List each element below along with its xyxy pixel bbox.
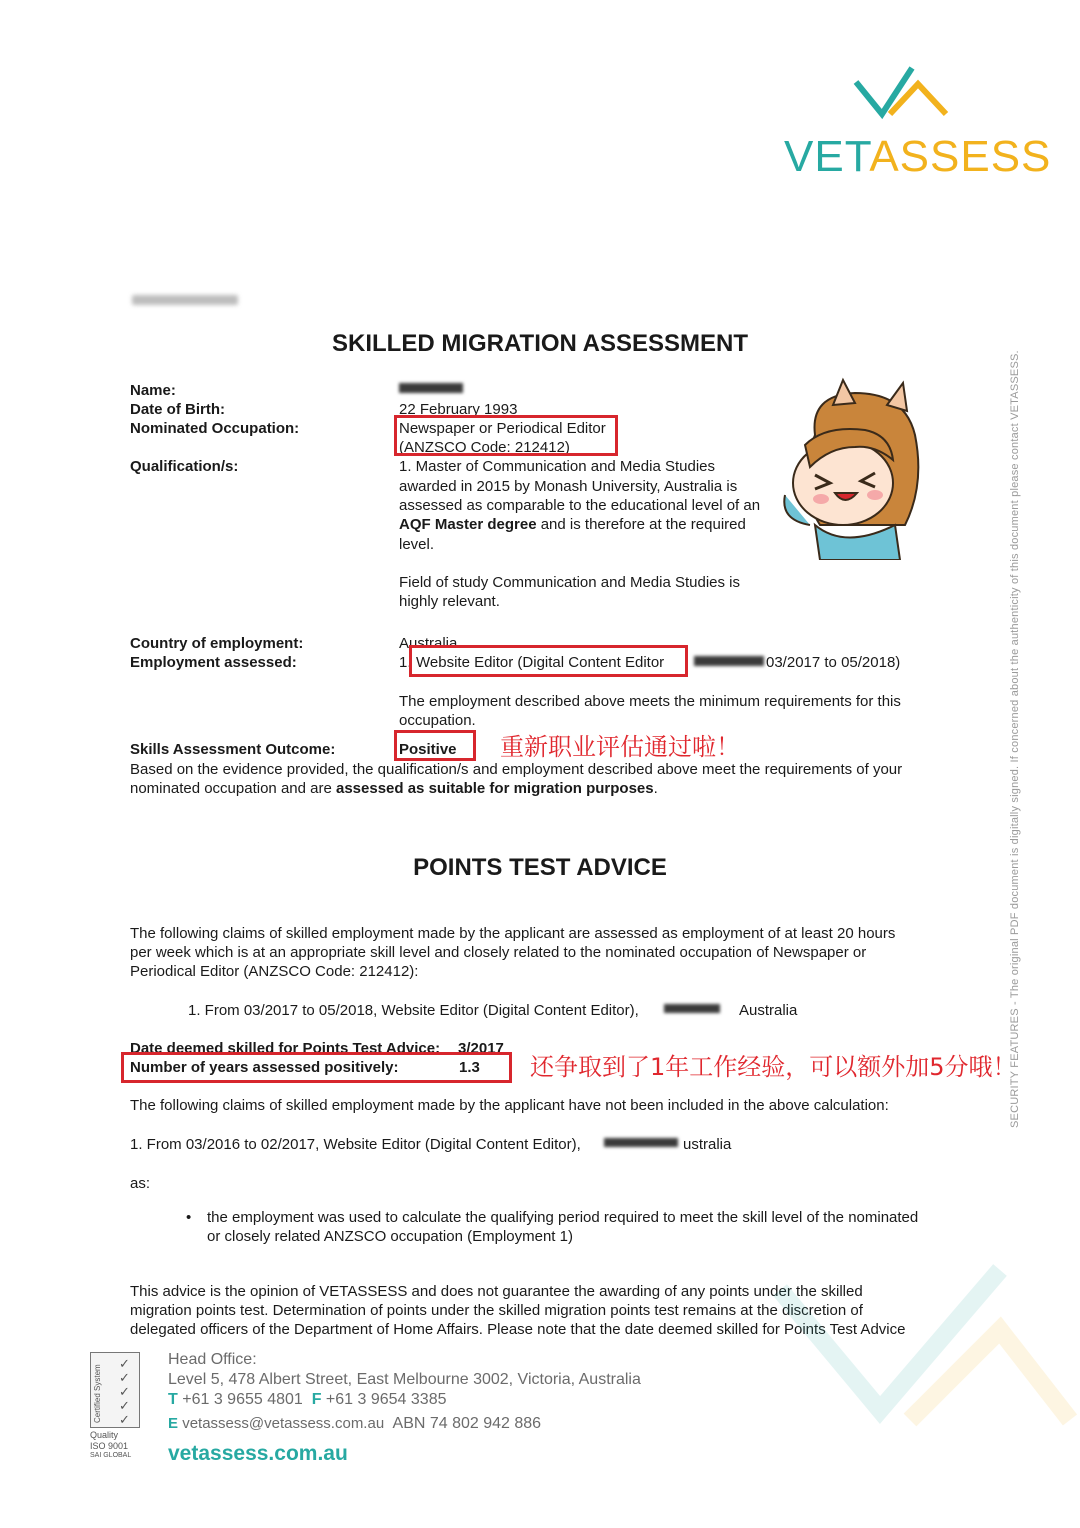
points-intro-1: The following claims of skilled employment made by the applicant are assessed as employment of at least 20 hours (130, 925, 896, 942)
claim-1-country: Australia (739, 1002, 798, 1019)
qual-line-3: assessed as comparable to the educational level of an (399, 497, 761, 514)
disclaimer-2: migration points test. Determination of points under the skilled migration points test remains at the discretion of (130, 1302, 863, 1319)
occupation-code: (ANZSCO Code: 212412) (399, 439, 570, 456)
excluded-claim-1-country: ustralia (683, 1136, 732, 1153)
outcome-highlight-box (394, 730, 476, 761)
outcome-text-2-bold: assessed as suitable for migration purposes (335, 780, 654, 797)
disclaimer-3: delegated officers of the Department of Home Affairs. Please note that the date deemed skilled for Points Test Advice (130, 1321, 906, 1338)
email-key: E (168, 1415, 179, 1432)
points-intro-2: per week which is at an appropriate skill level and closely related to the nominated occupation of Newspaper or (130, 944, 867, 961)
tel-value[interactable]: +61 3 9655 4801 (182, 1391, 303, 1408)
employment-role: Website Editor (Digital Content Editor (416, 654, 665, 671)
claim-1: 1. From 03/2017 to 05/2018, Website Editor (Digital Content Editor), (188, 1002, 639, 1019)
outcome-text-2-post: . (653, 780, 658, 797)
aqf-master-degree: AQF Master degree (399, 516, 537, 533)
qual-line-1: 1. Master of Communication and Media Studies (399, 458, 715, 475)
tel-key: T (168, 1391, 178, 1408)
cartoon-girl-sticker (775, 375, 945, 560)
employment-label: Employment assessed: (130, 654, 297, 671)
occupation-label: Nominated Occupation: (130, 420, 300, 437)
email-value[interactable]: vetassess@vetassess.com.au (182, 1415, 385, 1432)
as-label: as: (130, 1175, 151, 1192)
outcome-text-1: Based on the evidence provided, the qualification/s and employment described above meet the requirements of your (130, 761, 903, 778)
occupation-value: Newspaper or Periodical Editor (399, 420, 606, 437)
footer-head-office: Head Office: (168, 1351, 257, 1368)
dob-label: Date of Birth: (130, 401, 225, 418)
cert-checks (90, 1352, 140, 1428)
redacted-excluded-employer (604, 1138, 678, 1147)
qual-line-4-rest: and is therefore at the required (536, 516, 746, 533)
date-deemed-label: Date deemed skilled for Points Test Advice: (130, 1040, 441, 1057)
points-intro-3: Periodical Editor (ANZSCO Code: 212412): (130, 963, 419, 980)
country-value: Australia (399, 635, 458, 652)
footer-phone-fax (168, 1391, 446, 1409)
years-value: 1.3 (459, 1059, 480, 1076)
redacted-name (399, 383, 463, 393)
logo-assess: ASSESS (869, 132, 1052, 181)
employment-meets-1: The employment described above meets the minimum requirements for this (399, 693, 901, 710)
cert-body: SAI GLOBAL (90, 1452, 132, 1459)
watermark-chevron-icon (770, 1250, 1080, 1510)
outcome-label: Skills Assessment Outcome: (130, 741, 336, 758)
vetassess-logo (784, 62, 1052, 182)
cert-iso: ISO 9001 (90, 1441, 129, 1451)
page-title: SKILLED MIGRATION ASSESSMENT (331, 330, 748, 357)
redacted-claim-employer (664, 1004, 720, 1013)
years-annotation: 还争取到了1年工作经验，可以额外加5分哦！ (530, 1053, 1017, 1081)
date-deemed-value: 3/2017 (458, 1040, 504, 1057)
check-chevron-logo-icon (852, 62, 962, 132)
country-label: Country of employment: (130, 635, 304, 652)
qual-line-2: awarded in 2015 by Monash University, Australia is (399, 478, 738, 495)
employment-meets-2: occupation. (399, 712, 476, 729)
footer-website-link[interactable]: vetassess.com.au (168, 1442, 348, 1465)
bullet-line-1: the employment was used to calculate the qualifying period required to meet the skill level of the nominated (207, 1209, 919, 1226)
excluded-intro: The following claims of skilled employment made by the applicant have not been included in the above calculation: (130, 1097, 889, 1114)
bullet-dot: • (186, 1209, 192, 1226)
cert-check-marks: ✓ ✓ ✓ ✓ ✓ (119, 1356, 130, 1427)
redacted-employer (694, 656, 764, 666)
cert-vertical-text: Certified System (93, 1364, 102, 1423)
quality-certification-badge (90, 1352, 142, 1462)
occupation-highlight-box (394, 415, 618, 456)
years-label: Number of years assessed positively: (130, 1059, 399, 1076)
bullet-line-2: or closely related ANZSCO occupation (Employment 1) (207, 1228, 573, 1245)
field-line-2: highly relevant. (399, 593, 500, 610)
employment-prefix: 1. (399, 654, 412, 671)
security-features-note: SECURITY FEATURES - The original PDF document is digitally signed. If concerned about the authenticity of this document please contact VETASSESS. (1009, 350, 1021, 1128)
logo-vet: VET (784, 132, 870, 181)
employment-dates: 03/2017 to 05/2018) (766, 654, 901, 671)
abn-value: ABN 74 802 942 886 (392, 1415, 542, 1432)
field-line-1: Field of study Communication and Media Studies is (399, 574, 741, 591)
outcome-text-2-pre: nominated occupation and are (130, 780, 336, 797)
years-highlight-box (121, 1052, 512, 1083)
points-heading: POINTS TEST ADVICE (413, 854, 667, 881)
employment-highlight-box (409, 645, 688, 677)
redacted-reference (132, 295, 238, 305)
fax-value: +61 3 9654 3385 (325, 1391, 447, 1408)
footer-email-abn (168, 1415, 541, 1433)
disclaimer-1: This advice is the opinion of VETASSESS and does not guarantee the awarding of any points under the skilled (130, 1283, 863, 1300)
qualification-label: Qualification/s: (130, 458, 239, 475)
outcome-value: Positive (399, 741, 457, 758)
fax-key: F (311, 1391, 322, 1408)
logo-wordmark (784, 132, 1051, 182)
outcome-text-2 (130, 779, 658, 798)
outcome-annotation: 重新职业评估通过啦！ (500, 733, 740, 761)
dob-value: 22 February 1993 (399, 401, 518, 418)
qual-line-4 (399, 515, 746, 534)
cert-quality: Quality (90, 1430, 119, 1440)
qual-line-5: level. (399, 536, 435, 553)
name-label: Name: (130, 382, 176, 399)
excluded-claim-1: 1. From 03/2016 to 02/2017, Website Editor (Digital Content Editor), (130, 1136, 581, 1153)
footer-address: Level 5, 478 Albert Street, East Melbourne 3002, Victoria, Australia (168, 1371, 641, 1388)
